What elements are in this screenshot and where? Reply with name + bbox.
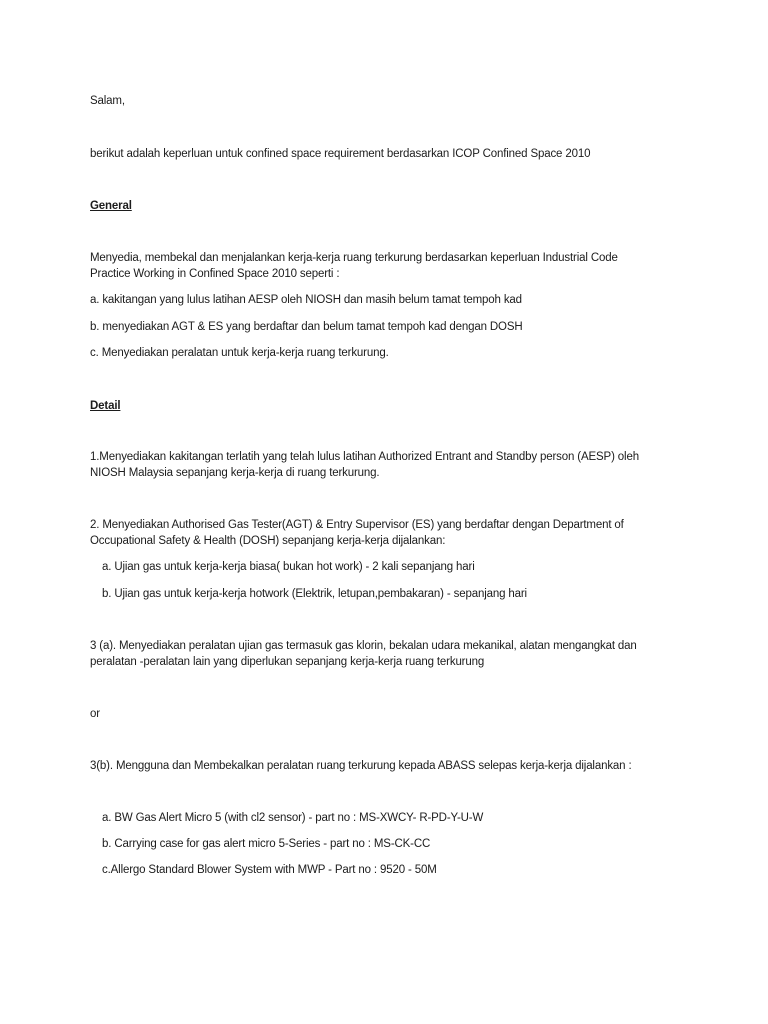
detail-point-3a-line-2: peralatan -peralatan lain yang diperlukan sepanjang kerja-kerja ruang terkurung bbox=[90, 656, 485, 668]
detail-point-2-item-a: a. Ujian gas untuk kerja-kerja biasa( bukan hot work) - 2 kali sepanjang hari bbox=[102, 561, 475, 573]
detail-point-2-item-b: b. Ujian gas untuk kerja-kerja hotwork (Elektrik, letupan,pembakaran) - sepanjang hari bbox=[102, 588, 527, 600]
general-paragraph-line-2: Practice Working in Confined Space 2010 seperti : bbox=[90, 268, 340, 280]
detail-point-3a-line-1: 3 (a). Menyediakan peralatan ujian gas termasuk gas klorin, bekalan udara mekanikal, alatan mengangkat dan bbox=[90, 640, 637, 652]
general-paragraph-line-1: Menyedia, membekal dan menjalankan kerja-kerja ruang terkurung berdasarkan keperluan Industrial Code bbox=[90, 252, 618, 264]
general-heading: General bbox=[90, 200, 132, 212]
detail-point-3b: 3(b). Mengguna dan Membekalkan peralatan ruang terkurung kepada ABASS selepas kerja-kerja dijalankan : bbox=[90, 760, 632, 772]
detail-point-2-line-1: 2. Menyediakan Authorised Gas Tester(AGT) & Entry Supervisor (ES) yang berdaftar dengan Department of bbox=[90, 519, 624, 531]
general-item-c: c. Menyediakan peralatan untuk kerja-kerja ruang terkurung. bbox=[90, 347, 389, 359]
detail-point-1-line-2: NIOSH Malaysia sepanjang kerja-kerja di ruang terkurung. bbox=[90, 467, 380, 479]
intro-text: berikut adalah keperluan untuk confined space requirement berdasarkan ICOP Confined Space 2010 bbox=[90, 148, 591, 160]
detail-point-2-line-2: Occupational Safety & Health (DOSH) sepanjang kerja-kerja dijalankan: bbox=[90, 535, 446, 547]
detail-point-3b-item-a: a. BW Gas Alert Micro 5 (with cl2 sensor) - part no : MS-XWCY- R-PD-Y-U-W bbox=[102, 812, 484, 824]
detail-point-1-line-1: 1.Menyediakan kakitangan terlatih yang telah lulus latihan Authorized Entrant and Standby person (AESP) oleh bbox=[90, 451, 639, 463]
general-item-a: a. kakitangan yang lulus latihan AESP oleh NIOSH dan masih belum tamat tempoh kad bbox=[90, 294, 522, 306]
detail-heading: Detail bbox=[90, 400, 121, 412]
general-item-b: b. menyediakan AGT & ES yang berdaftar dan belum tamat tempoh kad dengan DOSH bbox=[90, 321, 523, 333]
detail-point-3b-item-b: b. Carrying case for gas alert micro 5-Series - part no : MS-CK-CC bbox=[102, 838, 431, 850]
detail-point-3b-item-c: c.Allergo Standard Blower System with MWP - Part no : 9520 - 50M bbox=[102, 864, 437, 876]
or-text: or bbox=[90, 708, 100, 720]
greeting: Salam, bbox=[90, 95, 125, 107]
